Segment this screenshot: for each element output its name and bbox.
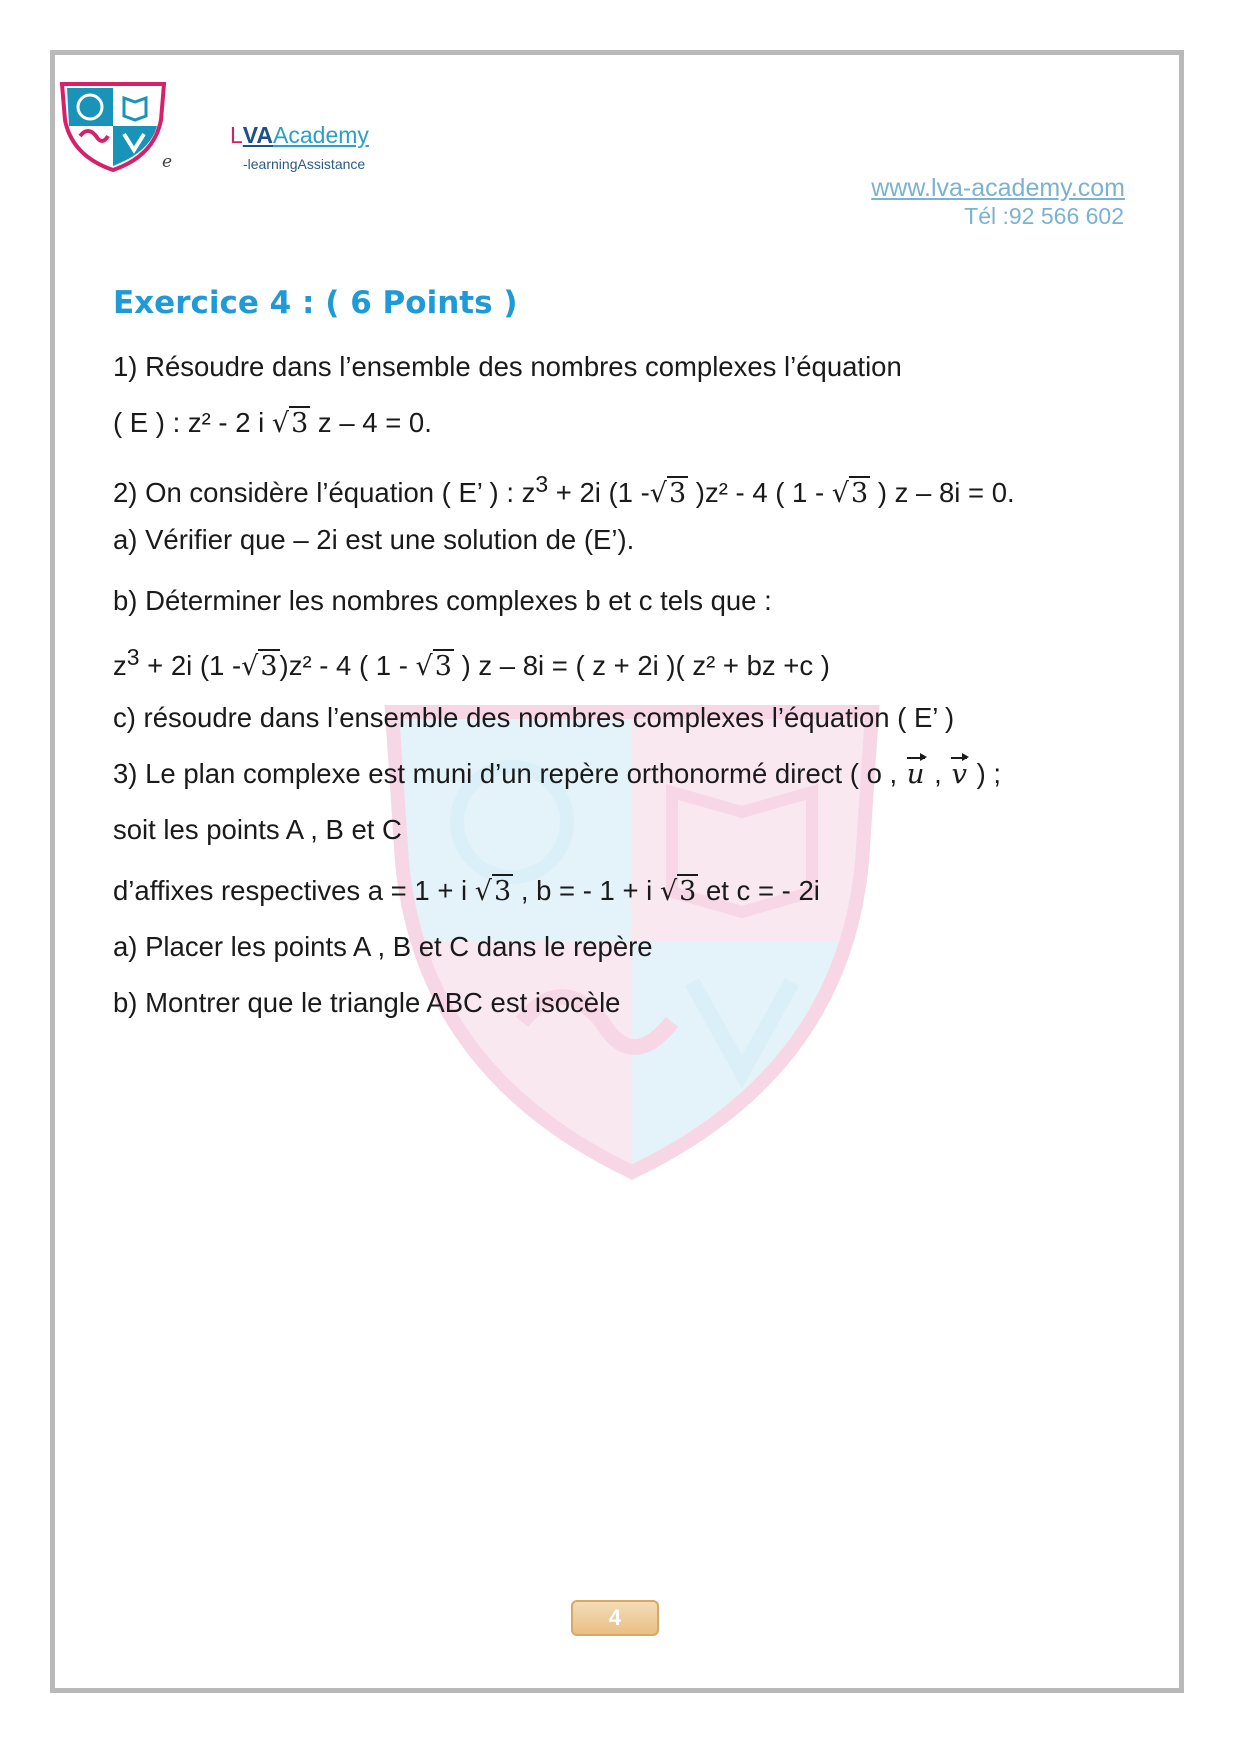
vector-v: v (949, 755, 969, 793)
lva-logo-icon (58, 80, 168, 172)
question-2: 2) On considère l’équation ( E’ ) : $z^3 + 2i$ (1 -√3 )z² - 4 ( 1 - √3 ) z – 8i = 0. (113, 471, 1015, 510)
sqrt-3: √3 (415, 651, 452, 683)
vector-u: u (905, 755, 927, 793)
question-3: 3) Le plan complexe est muni d’un repère orthonormé direct ( o , u , v ) ; (113, 755, 1133, 811)
question-2b: b) Déterminer les nombres complexes b et c tels que : (113, 585, 772, 616)
sqrt-3: √3 (474, 876, 512, 907)
exercise-title: Exercice 4 : ( 6 Points ) (113, 285, 518, 321)
question-2a: a) Vérifier que – 2i est une solution de (E’). (113, 524, 635, 555)
brand-name: LVAAcademy (230, 122, 369, 148)
sqrt-3: √3 (831, 478, 869, 510)
question-3a: a) Placer les points A , B et C dans le repère (113, 931, 653, 962)
sqrt-3: √3 (241, 651, 278, 683)
question-3-affixes: d’affixes respectives a = 1 + i √3 , b = - 1 + i √3 et c = - 2i (113, 875, 820, 907)
sqrt-3: √3 (271, 408, 309, 439)
page-number-badge: 4 (571, 1600, 659, 1636)
question-1: 1) Résoudre dans l’ensemble des nombres complexes l’équation (113, 351, 902, 382)
factorization-equation: $z^3 + 2i$ (1 -√3)z² - 4 ( 1 - √3 ) z – 8i = ( z + 2i )( z² + bz +c ) (113, 644, 830, 683)
exercise-content (113, 278, 1133, 1045)
sqrt-3: √3 (649, 478, 687, 510)
question-2c: c) résoudre dans l’ensemble des nombres complexes l’équation ( E’ ) (113, 702, 955, 733)
website-link[interactable]: www.lva-academy.com (871, 174, 1125, 202)
logo-e-letter: e (162, 152, 173, 172)
brand-tagline: -learningAssistance (243, 156, 366, 172)
question-3b: b) Montrer que le triangle ABC est isocèle (113, 987, 621, 1018)
question-3-points: soit les points A , B et C (113, 814, 402, 845)
phone-number: Tél :92 566 602 (964, 203, 1124, 229)
sqrt-3: √3 (659, 876, 697, 907)
equation-e: ( E ) : z² - 2 i √3 z – 4 = 0. (113, 407, 432, 439)
